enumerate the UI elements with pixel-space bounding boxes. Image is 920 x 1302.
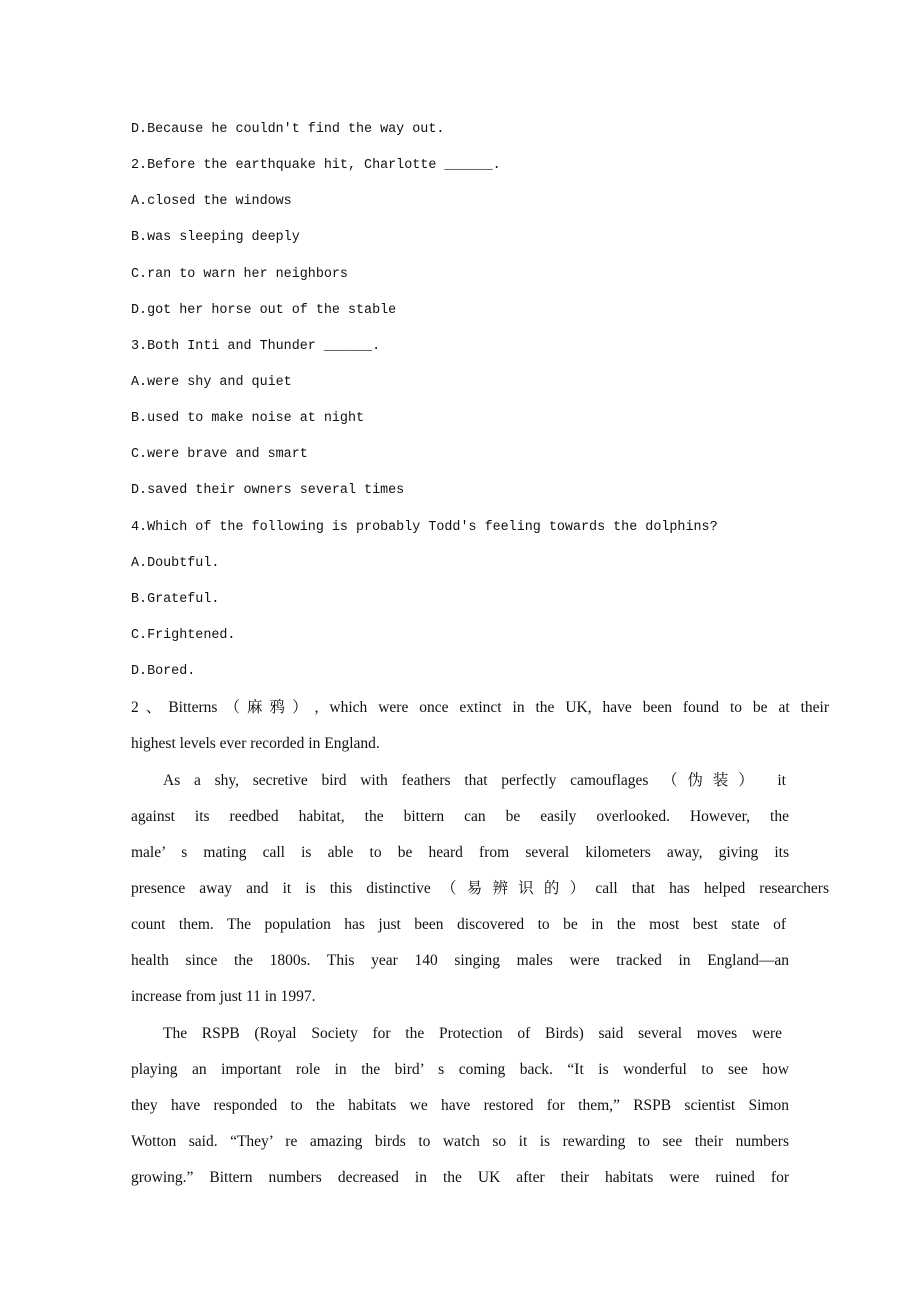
paragraph-line: The RSPB (Royal Society for the Protection of Birds) said several moves were (163, 1024, 782, 1042)
option-line: C.Frightened. (131, 627, 236, 643)
paragraph-line: playing an important role in the bird’ s coming back. “It is wonderful to see how (131, 1060, 789, 1078)
paragraph-line: presence away and it is this distinctive（易辨识的）call that has helped researchers (131, 879, 829, 897)
option-line: A.Doubtful. (131, 555, 220, 571)
question-line: 2.Before the earthquake hit, Charlotte ______. (131, 158, 501, 174)
option-line: B.used to make noise at night (131, 411, 365, 427)
paragraph-line: Wotton said. “They’ re amazing birds to watch so it is rewarding to see their numbers (131, 1132, 789, 1150)
paragraph-line: growing.” Bittern numbers decreased in the UK after their habitats were ruined for (131, 1169, 789, 1187)
option-line: C.ran to warn her neighbors (131, 266, 348, 282)
question-line: 3.Both Inti and Thunder ______. (131, 338, 381, 354)
paragraph-line: increase from just 11 in 1997. (131, 988, 316, 1006)
passage-intro-line: highest levels ever recorded in England. (131, 735, 380, 753)
paragraph-line: they have responded to the habitats we have restored for them,” RSPB scientist Simon (131, 1096, 789, 1114)
paragraph-line: As a shy, secretive bird with feathers that perfectly camouflages （伪装） it (163, 771, 786, 789)
option-line: D.saved their owners several times (131, 483, 405, 499)
document-page (131, 117, 831, 1201)
option-line: D.got her horse out of the stable (131, 302, 397, 318)
passage-intro-line: 2、Bitterns（麻鸦）, which were once extinct in the UK, have been found to be at their (131, 699, 829, 717)
option-line: A.were shy and quiet (131, 374, 292, 390)
question-line: 4.Which of the following is probably Todd's feeling towards the dolphins? (131, 519, 718, 535)
paragraph-line: against its reedbed habitat, the bittern can be easily overlooked. However, the (131, 807, 789, 825)
option-line: D.Bored. (131, 664, 196, 680)
option-line: B.Grateful. (131, 591, 220, 607)
option-line: B.was sleeping deeply (131, 230, 300, 246)
option-line: A.closed the windows (131, 194, 292, 210)
paragraph-line: health since the 1800s. This year 140 singing males were tracked in England—an (131, 952, 789, 970)
option-line: D.Because he couldn't find the way out. (131, 122, 445, 137)
paragraph-line: male’ s mating call is able to be heard from several kilometers away, giving its (131, 843, 789, 861)
paragraph-line: count them. The population has just been discovered to be in the most best state of (131, 916, 786, 934)
option-line: C.were brave and smart (131, 447, 308, 463)
